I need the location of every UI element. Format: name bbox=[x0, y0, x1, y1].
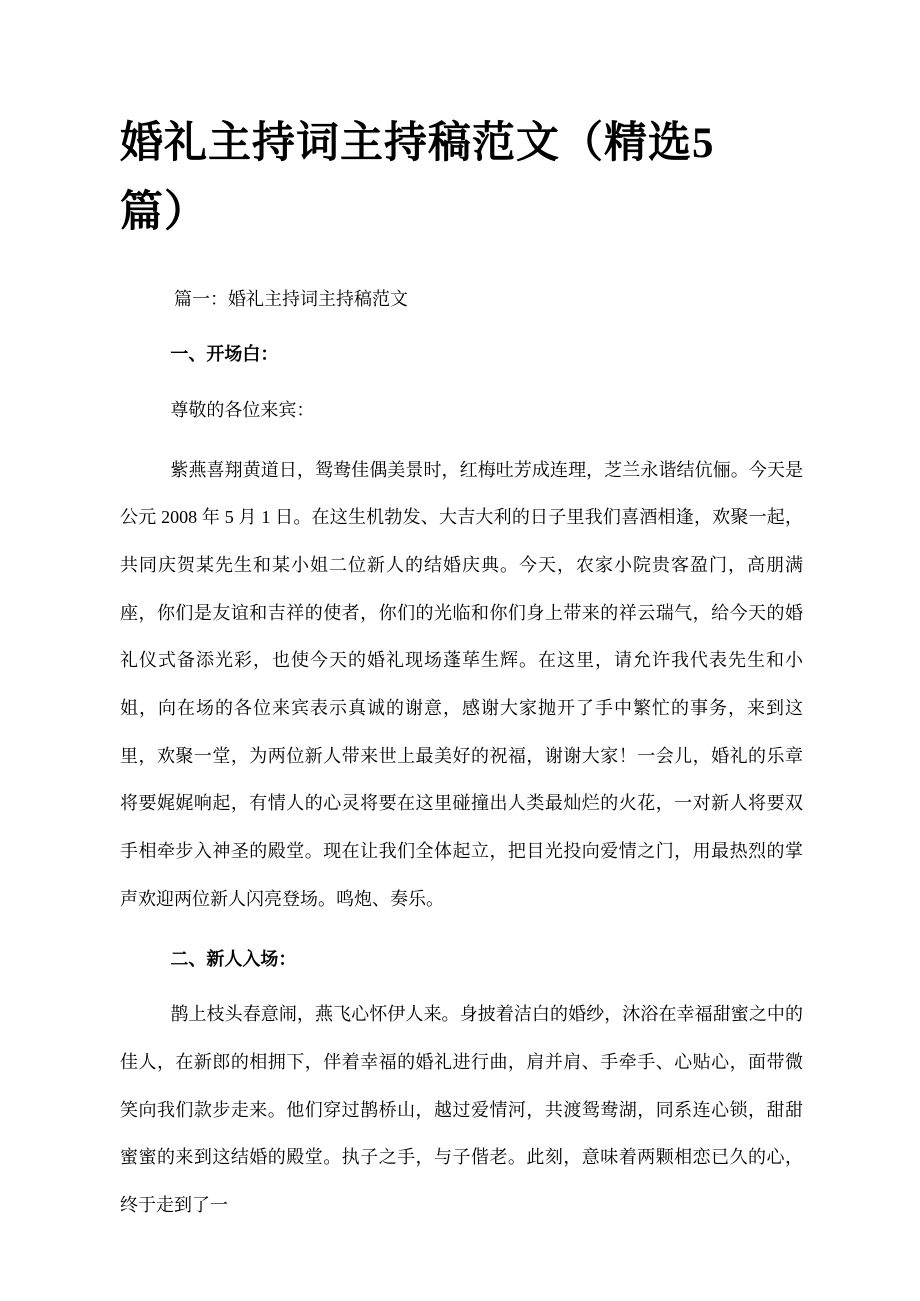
heading-couple-entrance: 二、新人入场： bbox=[170, 948, 297, 969]
paragraph-couple-entrance: 鹊上枝头春意闹，燕飞心怀伊人来。身披着洁白的婚纱，沐浴在幸福甜蜜之中的佳人，在新郎的相拥下，伴着幸福的婚礼进行曲，肩并肩、手牵手、心贴心，面带微笑向我们款步走来。他们穿过鹊桥山，越过爱情河，共渡鸳鸯湖，同系连心锁，甜甜蜜蜜的来到这结婚的殿堂。执子之手，与子偕老。此刻，意味着两颗相恋已久的心，终于走到了一 bbox=[120, 1004, 803, 1215]
section-subtitle: 篇一：婚礼主持词主持稿范文 bbox=[174, 288, 408, 309]
paragraph-opening-speech: 紫燕喜翔黄道日，鸳鸯佳偶美景时，红梅吐芳成连理，芝兰永谐结伉俪。今天是公元 2008 年 5 月 1 日。在这生机勃发、大吉大利的日子里我们喜酒相逢，欢聚一起，共同庆贺某先生和某小姐二位新人的结婚庆典。今天，农家小院贵客盈门，高朋满座，你们是友谊和吉祥的使者，你们的光临和你们身上带来的祥云瑞气，给今天的婚礼仪式备添光彩，也使今天的婚礼现场蓬荜生辉。在这里，请允许我代表先生和小姐，向在场的各位来宾表示真诚的谢意，感谢大家抛开了手中繁忙的事务，来到这里，欢聚一堂，为两位新人带来世上最美好的祝福，谢谢大家！一会儿，婚礼的乐章将要娓娓响起，有情人的心灵将要在这里碰撞出人类最灿烂的火花，一对新人将要双手相牵步入神圣的殿堂。现在让我们全体起立，把目光投向爱情之门，用最热烈的掌声欢迎两位新人闪亮登场。鸣炮、奏乐。 bbox=[120, 459, 803, 909]
paragraph-salutation: 尊敬的各位来宾： bbox=[170, 399, 315, 420]
heading-opening-remarks: 一、开场白： bbox=[170, 344, 279, 365]
document-title: 婚礼主持词主持稿范文（精选5篇） bbox=[120, 120, 715, 236]
